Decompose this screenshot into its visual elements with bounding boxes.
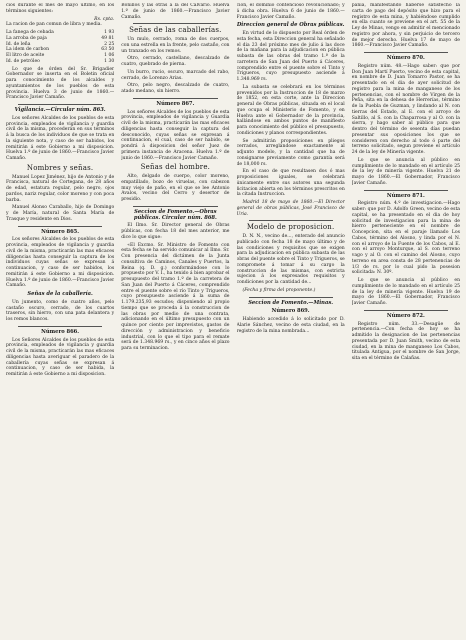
price-row: La fanega de cebada 1 93 <box>6 30 115 35</box>
column-3 <box>237 3 345 640</box>
paragraph: Un jumento, como de cuatro años, pelo castaño oscuro, cerrado, de los cuartos traseros, sin hierro, con una pata delantera y los remos blancos. <box>6 299 115 322</box>
column-4 <box>352 3 460 640</box>
paragraph: Alto, delgado de cuerpo, color moreno, empatillado, bozo de viruelas, con cabezon muy viejo de paño, en el que se lee Antonio Avalos, vecino del Cerro y desertor de presidio. <box>121 174 230 202</box>
section-heading: Seccion de Fomento.—Minas. <box>248 299 334 306</box>
section-heading-large: Modelo de proposicion. <box>246 223 335 232</box>
section-heading-large: Señas de las caballerías. <box>129 26 222 35</box>
paragraph: Registro núm. 33.—Desagüe de pertenencia.—Con fecha de hoy se ha admitido la designacion de las pertenencias presentada por D. Juan Smith, vecino de esta ciudad, en la mina de manganeso Los Cabos, titulada Antigua, por el nombre de San Jorge, sita en el término de Calañas. <box>351 321 460 361</box>
price-row: Id. de leña 2 25 <box>6 41 115 47</box>
divider <box>364 52 448 53</box>
paragraph: (Fecha y firma del proponente.) <box>242 287 316 293</box>
column-1 <box>6 3 114 640</box>
paragraph: D. N. N., vecino de..., enterado del anuncio publicado con fecha 18 de mayo último y de las condiciones y requisitos que se exigen para la adjudicacion en pública subasta de las obras del puente sobre el Tinto y Trigueros, se compromete á tomar á su cargo la construccion de las mismas, con estricta sujecion á los expresados requisitos y condiciones por la cantidad de... <box>236 234 345 285</box>
price-row: Id. de petróleo 1 30 <box>6 58 115 64</box>
paragraph: Otro, pelo negro, descalzado de cuatro, atado medano, sin hierro. <box>121 83 230 94</box>
price-row: La arroba de paja 49 81 <box>6 35 115 41</box>
section-heading: Número 867. <box>156 100 195 107</box>
paragraph: Un burro, rucio, oscuro, marcado del rabo, cerrado, de Lorenzo Arias. <box>121 69 230 81</box>
section-heading: Número 871. <box>386 192 425 199</box>
paragraph: El Ilmo. Sr. Director general de Obras públicas, con fecha 18 del mes anterior, me dice lo que sigue: <box>121 223 230 240</box>
divider <box>133 23 217 24</box>
paragraph: Otro, cerrado, castellano, descalzado de cuatro, quebrado de pierna. <box>121 56 230 67</box>
paragraph: Los señores Alcaldes de los pueblos de esta provincia, empleados de vigilancia y guardia civil de la misma, procederán en sus términos á la busca de los individuos de que se trata en la siguiente nota, y caso de ser habidos, los remitirán á este Gobierno a mi disposicion. Huelva 1.º de junio de 1860.—Francisco Javier Camaño. <box>6 115 115 161</box>
divider <box>249 220 333 221</box>
paragraph: Lo que se anuncia al público en cumplimiento de lo mandado en el artículo 25 de la ley de minería vigente. Huelva 19 de mayo de 1860.—El Gobernador, Francisco Javier Camaño. <box>351 278 460 306</box>
section-heading-large: Señas del hombre. <box>140 163 211 172</box>
price-row: La idem de carbon 63 50 <box>6 47 115 53</box>
divider <box>133 206 217 207</box>
section-heading: Número 870. <box>386 55 425 61</box>
paragraph: La subasta se celebrará en los términos prevenidos por la Instruccion de 18 de marzo de 1852, en esta corte, ante la Direccion general de Obras públicas, situada en el local que ocupa el Ministerio de Fomento, y en Huelva ante el Gobernador de la provincia, hallándose en ambos puntos de manifiesto para conocimiento del público el presupuesto, condiciones y planos correspondientes. <box>236 84 345 136</box>
divider <box>133 98 217 99</box>
divider <box>18 104 102 105</box>
paragraph: «El Excmo. Sr. Ministro de Fomento con esta fecha se ha servido comunicar al Ilmo. Sr. Con presencia del dictámen de la Junta consultiva de Caminos, Canales y Puertos, la Reina (q. D. g.) conformándose con lo propuesto por V. I., ha tenido á bien aprobar el presupuesto del tramo 1.º de la carretera de San Juan del Puerto á Cáceres, comprendido entre el puente sobre el río Tinto y Trigueros, cuyo presupuesto asciende á la suma de 1.179.235,93 escudos; disponiendo al propio tiempo que se proceda á la construccion de las obras por medio de una contrata, adicionando en el último presupuesto con un quince por ciento por imprevistos, gastos de dirección y administracion y beneficio industrial, con lo que el tipo para el remate será de 1.348.969 rs., y en cinco años el plazo para su terminacion. <box>121 242 230 351</box>
currency-label: Rs. cpta. <box>94 16 115 22</box>
section-heading: Seccion de Fomento.—Obras públicas. Circular núm. 868. <box>133 208 217 221</box>
price-row: El litro de aceite 1 06 <box>6 53 115 58</box>
price-table-title: La racion de pan comun de libra y media. <box>6 22 102 28</box>
paragraph: Lo que se anuncia al público en cumplimiento de lo mandado en el artículo 25 de la ley de minería vigente. Huelva 21 de mayo de 1860.—El Gobernador, Francisco Javier Camaño. <box>351 157 460 186</box>
section-heading: Vigilancia.—Circular núm. 863. <box>14 107 106 113</box>
divider <box>364 190 448 191</box>
divider <box>364 310 448 311</box>
signature: Madrid 18 de mayo de 1860.—El Director general de obras públicas, José Francisco de Uria. <box>236 200 345 217</box>
paragraph: Manuel Alonso Caraballo, hijo de Domingo y de María, natural de Santa María de Trasque y residente en Dios. <box>6 205 115 222</box>
section-heading-large: Nombres y señas. <box>26 163 94 172</box>
paragraph: En el caso de que resultasen dos ó mas proposiciones iguales, se celebrará únicamente entre sus autores una segunda licitacion abierta en los términos prescritos en la citada Instruccion. <box>236 169 345 198</box>
paragraph: cion, el dominio contencioso revolucionado; y á dicha obra. Huelva 6 de junio de 1860.—Francisco Javier Camaño. <box>236 3 345 20</box>
paragraph: Registro núm. 48.—Hago saber: que por Don Juan Martí Puerto, vecino de esta capital, en nombre de D. Juan Tomarro Pastor, se ha presentado en el dia de ayer solicitud de registro para la mina de manganeso de los pertenencias, con el nombre de Virgen de la Peña, sita en la dehesa de Herrerías, término de la Puebla de Guzman, y lindando al N. con tierras del Estado, al E. con el arroyo de Saltillo, al S. con la Chaparrosa y al O. con la sierra, y hago saber al público para que dentro del término de sesenta días puedan presentar sus oposiciones los que se consideren con derecho al todo ó parte del terreno solicitado, segun previene el artículo 24 de la ley de Minería vigente. <box>351 63 460 155</box>
paragraph: Lo que de órden del Sr. Brigadier Gobernador se inserta en el Boletin oficial para conocimiento de los alcaldes y ayuntamientos de los pueblos de esta provincia. Huelva 3 de junio de 1860.—Francisco Javier Camaño. <box>6 66 115 101</box>
paragraph: Se admitirán proposiciones en pliegos cerrados, arreglándose exactamente al adjunto modelo, y la cantidad que ha de consignarse previamente como garantía será de 18,000 rs. <box>236 138 345 167</box>
section-heading: Número 865. <box>41 228 80 235</box>
intro-paragraph: cios durante el mes de mayo último, en los términos siguientes: <box>6 3 115 14</box>
paragraph: Registro núm. 4.º de investigacion.—Hago saber: que por D. Adolfo Green, vecino de esta capital, se ha presentado en el dia de hoy solicitud de investigacion para la mina de hierro perteneciente en el nombre de Concepcion, sita en el paraje llamado Los Cabos, término del Alosno, y linda por el N. con el arroyo de la Fuente de los Cabos, al E. con el arroyo Monturque, al S. con terreno vago y al O. con el camino del Alosno, cuyo terreno en area consta de 28 pertenencias de 1/3 de rs. por lo cual pido la posesion solicitada: N. 30º. <box>351 201 460 276</box>
section-heading: Direccion general de Obras públicas. <box>236 22 345 29</box>
paragraph: Habiendo accedido á lo solicitado por D. Alarie Sánchez, vecino de esta ciudad, en la registro de la mina nombrada... <box>236 317 345 334</box>
paragraph: Bonillos y las otras á la del Calvario. Huelva 1.º de junio de 1860.—Francisco Javier Camaño. <box>121 3 230 20</box>
section-heading: Número 872. <box>386 312 425 319</box>
divider <box>18 226 102 227</box>
section-heading: Número 866. <box>41 328 80 335</box>
paragraph: Manuel Lopez Jiménez, hijo de Antonio y de Francisca, natural de Cortegana, de 28 años de edad, estatura regular, pelo negro, ojos pardos, nariz regular, color moreno y con poca barba. <box>6 174 115 203</box>
paragraph: Un mulo, cerrado, roma de dos cuerpos, con una estrella en la frente, pelo castaño, con un tranzado en los remos. <box>121 37 230 54</box>
paragraph: En virtud de lo dispuesto por Real órden de esta fecha, esta Direccion general ha señalado el dia 23 del próximo mes de julio á las doce de la mañana para la adjudicacion en pública subasta de las obras del tramo 1.º de la carretera de San Juan del Puerto á Cáceres, comprendido entre el puente sobre el Tinto y Trigueros, cuyo presupuesto asciende á 1.348.969 rs. <box>236 31 345 82</box>
divider <box>18 326 102 327</box>
divider <box>249 297 333 298</box>
paragraph: Los señores Alcaldes de los pueblos de esta provincia, empleados de vigilancia y guardia civil de la misma, practicarán las mas eficaces diligencias hasta conseguir la captura de los individuos cuyas señas se expresan á continuacion, y caso de ser habidos, los remitirán á este Gobierno a mi disposicion. Huelva 1.º de junio de 1860.—Francisco Javier Camaño. <box>6 237 115 289</box>
paragraph: Los señores Alcaldes de los pueblos de esta provincia, empleados de vigilancia y Guardia civil de la misma, practicarán las mas eficaces diligencias hasta conseguir la captura del desconocido, cuyas señas se expresan á continuacion, el cual, caso de ser habido, se pondrá á disposicion del señor Juez de primera instancia de Aracena. Huelva 1.º de junio de 1860.—Francisco Javier Camaño. <box>121 109 230 161</box>
section-heading: Señas de la caballería. <box>27 291 93 297</box>
column-2 <box>121 3 229 640</box>
section-heading: Número 869. <box>271 308 310 315</box>
paragraph: Los Señores Alcaldes de los pueblos de esta provincia, empleados de vigilancia y guardia civil de la misma, practicarán las mas eficaces diligencias hasta averiguar el paradero de la caballería cuyas señas se expresan á continuacion, y caso de ser habida, la remitirán á este Gobierno a mi disposicion. <box>6 337 115 377</box>
price-table <box>6 30 114 65</box>
paragraph: pañía, manifestando haberse satisfecho la carta de pago del depósito que hizo para el registro de esta mina, y habiéndose cumplido en ella cuanto se previene en el art. 55 de la Ley de Minas, vengo en admitir el mencionado registro por ahora, y sin perjuicio de tercero de mejor derecho. Huelva 17 de mayo de 1860.—Francisco Javier Camaño. <box>351 3 460 49</box>
